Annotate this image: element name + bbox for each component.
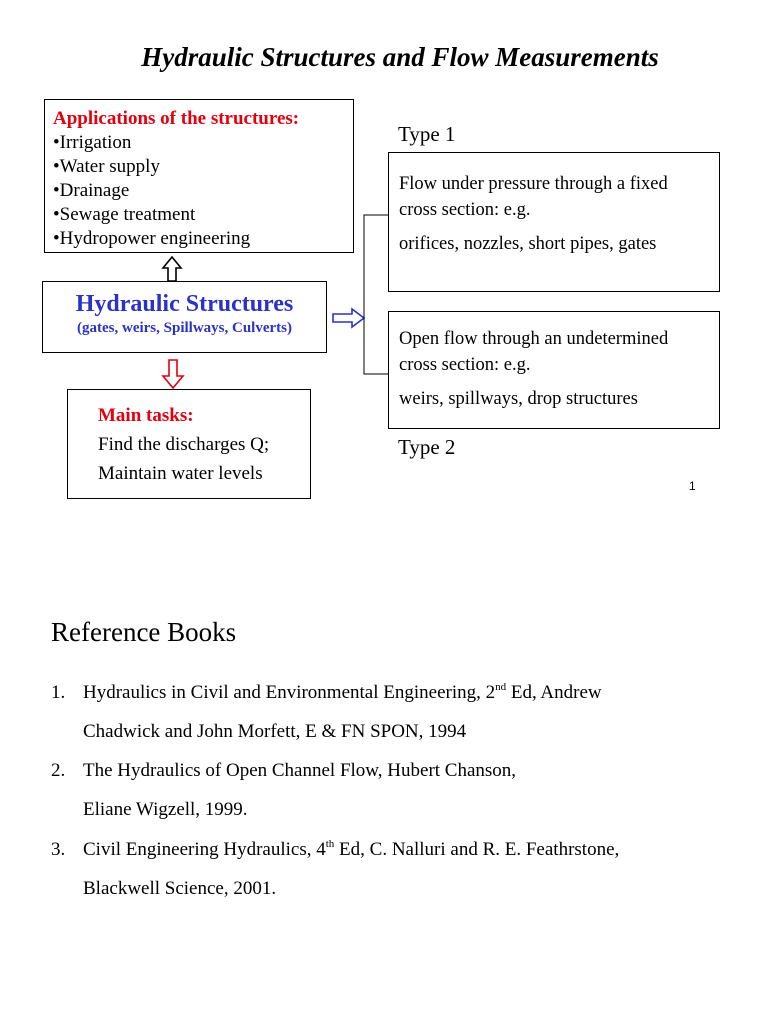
main-task-item: Find the discharges Q; (98, 434, 270, 455)
type1-label: Type 1 (398, 122, 456, 146)
right-arrow-icon (333, 309, 364, 327)
reference-text: Hydraulics in Civil and Environmental Engineering, 2 (83, 682, 496, 703)
reference-line: The Hydraulics of Open Channel Flow, Hubert Chanson, (83, 760, 517, 781)
application-item: •Water supply (53, 156, 160, 177)
reference-text: Civil Engineering Hydraulics, 4 (83, 839, 326, 860)
hydraulic-structures-box (42, 281, 327, 353)
type2-examples: weirs, spillways, drop structures (399, 389, 638, 409)
hydraulic-structures-subtitle: (gates, weirs, Spillways, Culverts) (77, 320, 292, 336)
reference-text: Ed, C. Nalluri and R. E. Feathrstone, (334, 839, 620, 860)
application-item: •Hydropower engineering (53, 228, 251, 249)
reference-text: Ed, Andrew (506, 682, 602, 703)
main-task-item: Maintain water levels (98, 463, 263, 484)
application-item: •Drainage (53, 180, 130, 201)
reference-line (83, 830, 619, 869)
slide-number: 1 (689, 479, 696, 493)
type-bracket (364, 215, 388, 374)
type1-line2: cross section: e.g. (399, 200, 531, 220)
main-tasks-heading: Main tasks: (98, 405, 194, 426)
hydraulic-structures-name: Hydraulic Structures (75, 291, 294, 317)
reference-line (83, 673, 602, 712)
reference-number: 1. (51, 682, 66, 703)
type1-box (388, 152, 720, 292)
reference-number: 3. (51, 839, 66, 860)
type2-box (388, 311, 720, 429)
page-title: Hydraulic Structures and Flow Measurements (141, 42, 659, 72)
type1-line1: Flow under pressure through a fixed (399, 174, 668, 194)
reference-line: Chadwick and John Morfett, E & FN SPON, 1994 (83, 721, 467, 742)
reference-line: Eliane Wigzell, 1999. (83, 799, 248, 820)
up-arrow-icon (163, 257, 181, 281)
application-item: •Irrigation (53, 132, 132, 153)
applications-heading: Applications of the structures: (53, 108, 300, 129)
reference-superscript: th (325, 837, 335, 850)
main-tasks-box (67, 389, 311, 499)
down-arrow-icon (163, 360, 183, 388)
reference-number: 2. (51, 760, 66, 781)
type2-label: Type 2 (398, 435, 456, 459)
type1-examples: orifices, nozzles, short pipes, gates (399, 234, 657, 254)
reference-superscript: nd (495, 680, 507, 693)
application-item: •Sewage treatment (53, 204, 196, 225)
type2-line2: cross section: e.g. (399, 355, 531, 375)
type2-line1: Open flow through an undetermined (399, 329, 669, 349)
references-heading: Reference Books (51, 617, 237, 647)
reference-line: Blackwell Science, 2001. (83, 878, 277, 899)
